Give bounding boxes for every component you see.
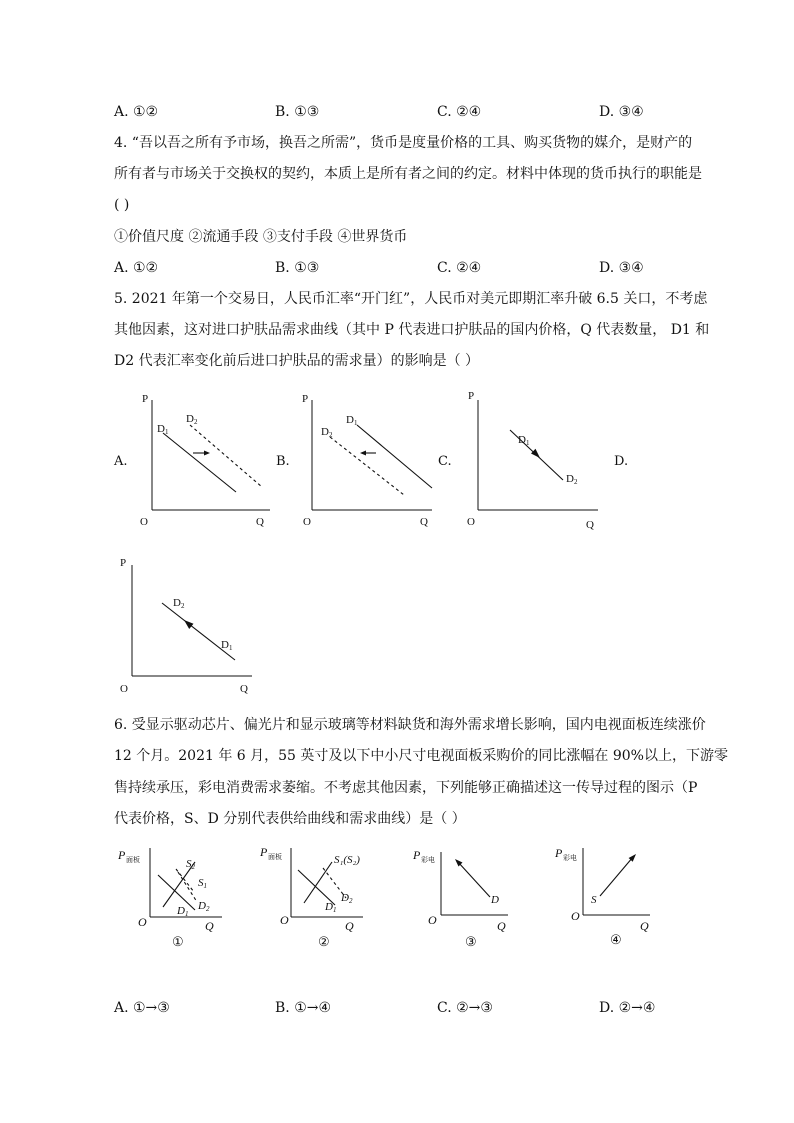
svg-text:Q: Q (497, 919, 506, 933)
svg-text:面板: 面板 (268, 853, 282, 861)
axis-q-label: Q (420, 516, 428, 528)
svg-text:D2: D2 (566, 473, 578, 486)
svg-text:P: P (260, 845, 268, 859)
q4-stem-line3: ( ) (114, 197, 130, 213)
figure-label-4: ④ (610, 932, 622, 947)
svg-text:D2: D2 (173, 597, 185, 610)
q6-stem-line1: 6. 受显示驱动芯片、偏光片和显示玻璃等材料缺货和海外需求增长影响，国内电视面板连续涨价 (114, 717, 706, 733)
svg-text:Q: Q (345, 919, 354, 933)
svg-text:S: S (591, 894, 597, 906)
svg-text:D1: D1 (325, 901, 337, 914)
q4-option-c[interactable]: C. ②④ (437, 260, 482, 276)
q4-stem-line2: 所有者与市场关于交换权的契约，本质上是所有者之间的约定。材料中体现的货币执行的职能是 (114, 166, 702, 182)
axis-q-label: Q (256, 516, 264, 528)
svg-text:Q: Q (640, 919, 649, 933)
q3-option-c[interactable]: C. ②④ (437, 104, 482, 120)
svg-text:D1: D1 (157, 423, 169, 436)
svg-text:P: P (413, 848, 421, 862)
q5-option-b[interactable]: B. (276, 454, 290, 469)
q6-stem-line3: 售持续承压，彩电消费需求萎缩。不考虑其他因素，下列能够正确描述这一传导过程的图示（P (114, 780, 698, 796)
svg-text:D1: D1 (346, 414, 358, 427)
svg-text:D1: D1 (177, 905, 189, 918)
svg-text:O: O (138, 915, 147, 929)
svg-text:P: P (555, 846, 563, 860)
axis-o-label: O (140, 516, 148, 528)
svg-text:彩电: 彩电 (563, 854, 577, 862)
q4-choices: ①价值尺度 ②流通手段 ③支付手段 ④世界货币 (114, 229, 408, 245)
axis-p-label: P (120, 557, 127, 569)
figure-label-1: ① (172, 934, 184, 949)
q6-option-b[interactable]: B. ①→④ (275, 1000, 332, 1016)
q3-option-b[interactable]: B. ①③ (275, 104, 320, 120)
q3-option-d[interactable]: D. ③④ (599, 104, 644, 120)
q5-stem-line2: 其他因素，这对进口护肤品需求曲线（其中 P 代表进口护肤品的国内价格，Q 代表数量， D1 和 (114, 322, 710, 338)
svg-text:O: O (571, 909, 580, 923)
axis-p-label: P (142, 393, 149, 405)
q5-option-d[interactable]: D. (614, 454, 629, 469)
axis-q-label: Q (586, 519, 594, 531)
figure-label-2: ② (318, 934, 330, 949)
svg-text:D1: D1 (221, 639, 233, 652)
q3-option-a[interactable]: A. ①② (114, 104, 159, 120)
q6-stem-line2: 12 个月。2021 年 6 月，55 英寸及以下中小尺寸电视面板采购价的同比涨幅在 90%以上，下游零 (114, 748, 728, 764)
svg-text:S1: S1 (198, 877, 207, 890)
svg-text:面板: 面板 (126, 856, 140, 864)
q4-stem-line1: 4. “吾以吾之所有予市场，换吾之所需”，货币是度量价格的工具、购买货物的媒介，是财产的 (114, 135, 693, 151)
axis-o-label: O (303, 516, 311, 528)
axis-o-label: O (120, 683, 128, 695)
svg-text:D: D (491, 894, 499, 906)
svg-text:彩电: 彩电 (421, 856, 435, 864)
svg-text:O: O (280, 913, 289, 927)
q5-option-a[interactable]: A. (114, 454, 128, 469)
q6-option-d[interactable]: D. ②→④ (599, 1000, 656, 1016)
axis-o-label: O (467, 516, 475, 528)
q6-stem-line4: 代表价格，S、D 分别代表供给曲线和需求曲线）是（ ） (114, 811, 466, 827)
svg-text:D2: D2 (198, 900, 210, 913)
axis-p-label: P (468, 390, 475, 402)
svg-text:P: P (118, 848, 126, 862)
svg-text:S2: S2 (186, 858, 195, 871)
axis-q-label: Q (240, 683, 248, 695)
q6-option-c[interactable]: C. ②→③ (437, 1000, 493, 1016)
q5-stem-line1: 5. 2021 年第一个交易日，人民币汇率“开门红”，人民币对美元即期汇率升破 6.5 关口，不考虑 (114, 291, 708, 307)
q4-option-b[interactable]: B. ①③ (275, 260, 320, 276)
svg-text:D2: D2 (341, 892, 353, 905)
q4-option-d[interactable]: D. ③④ (599, 260, 644, 276)
svg-text:S₁(S₂): S₁(S₂) (334, 854, 360, 866)
axis-p-label: P (302, 393, 309, 405)
svg-text:D1: D1 (518, 434, 530, 447)
svg-text:D2: D2 (321, 426, 333, 439)
q5-option-c[interactable]: C. (438, 454, 452, 469)
svg-text:O: O (428, 913, 437, 927)
q4-option-a[interactable]: A. ①② (114, 260, 159, 276)
svg-text:D2: D2 (186, 413, 198, 426)
svg-text:Q: Q (205, 919, 214, 933)
figure-label-3: ③ (465, 934, 477, 949)
q5-stem-line3: D2 代表汇率变化前后进口护肤品的需求量）的影响是（ ） (114, 353, 480, 369)
q6-option-a[interactable]: A. ①→③ (114, 1000, 170, 1016)
